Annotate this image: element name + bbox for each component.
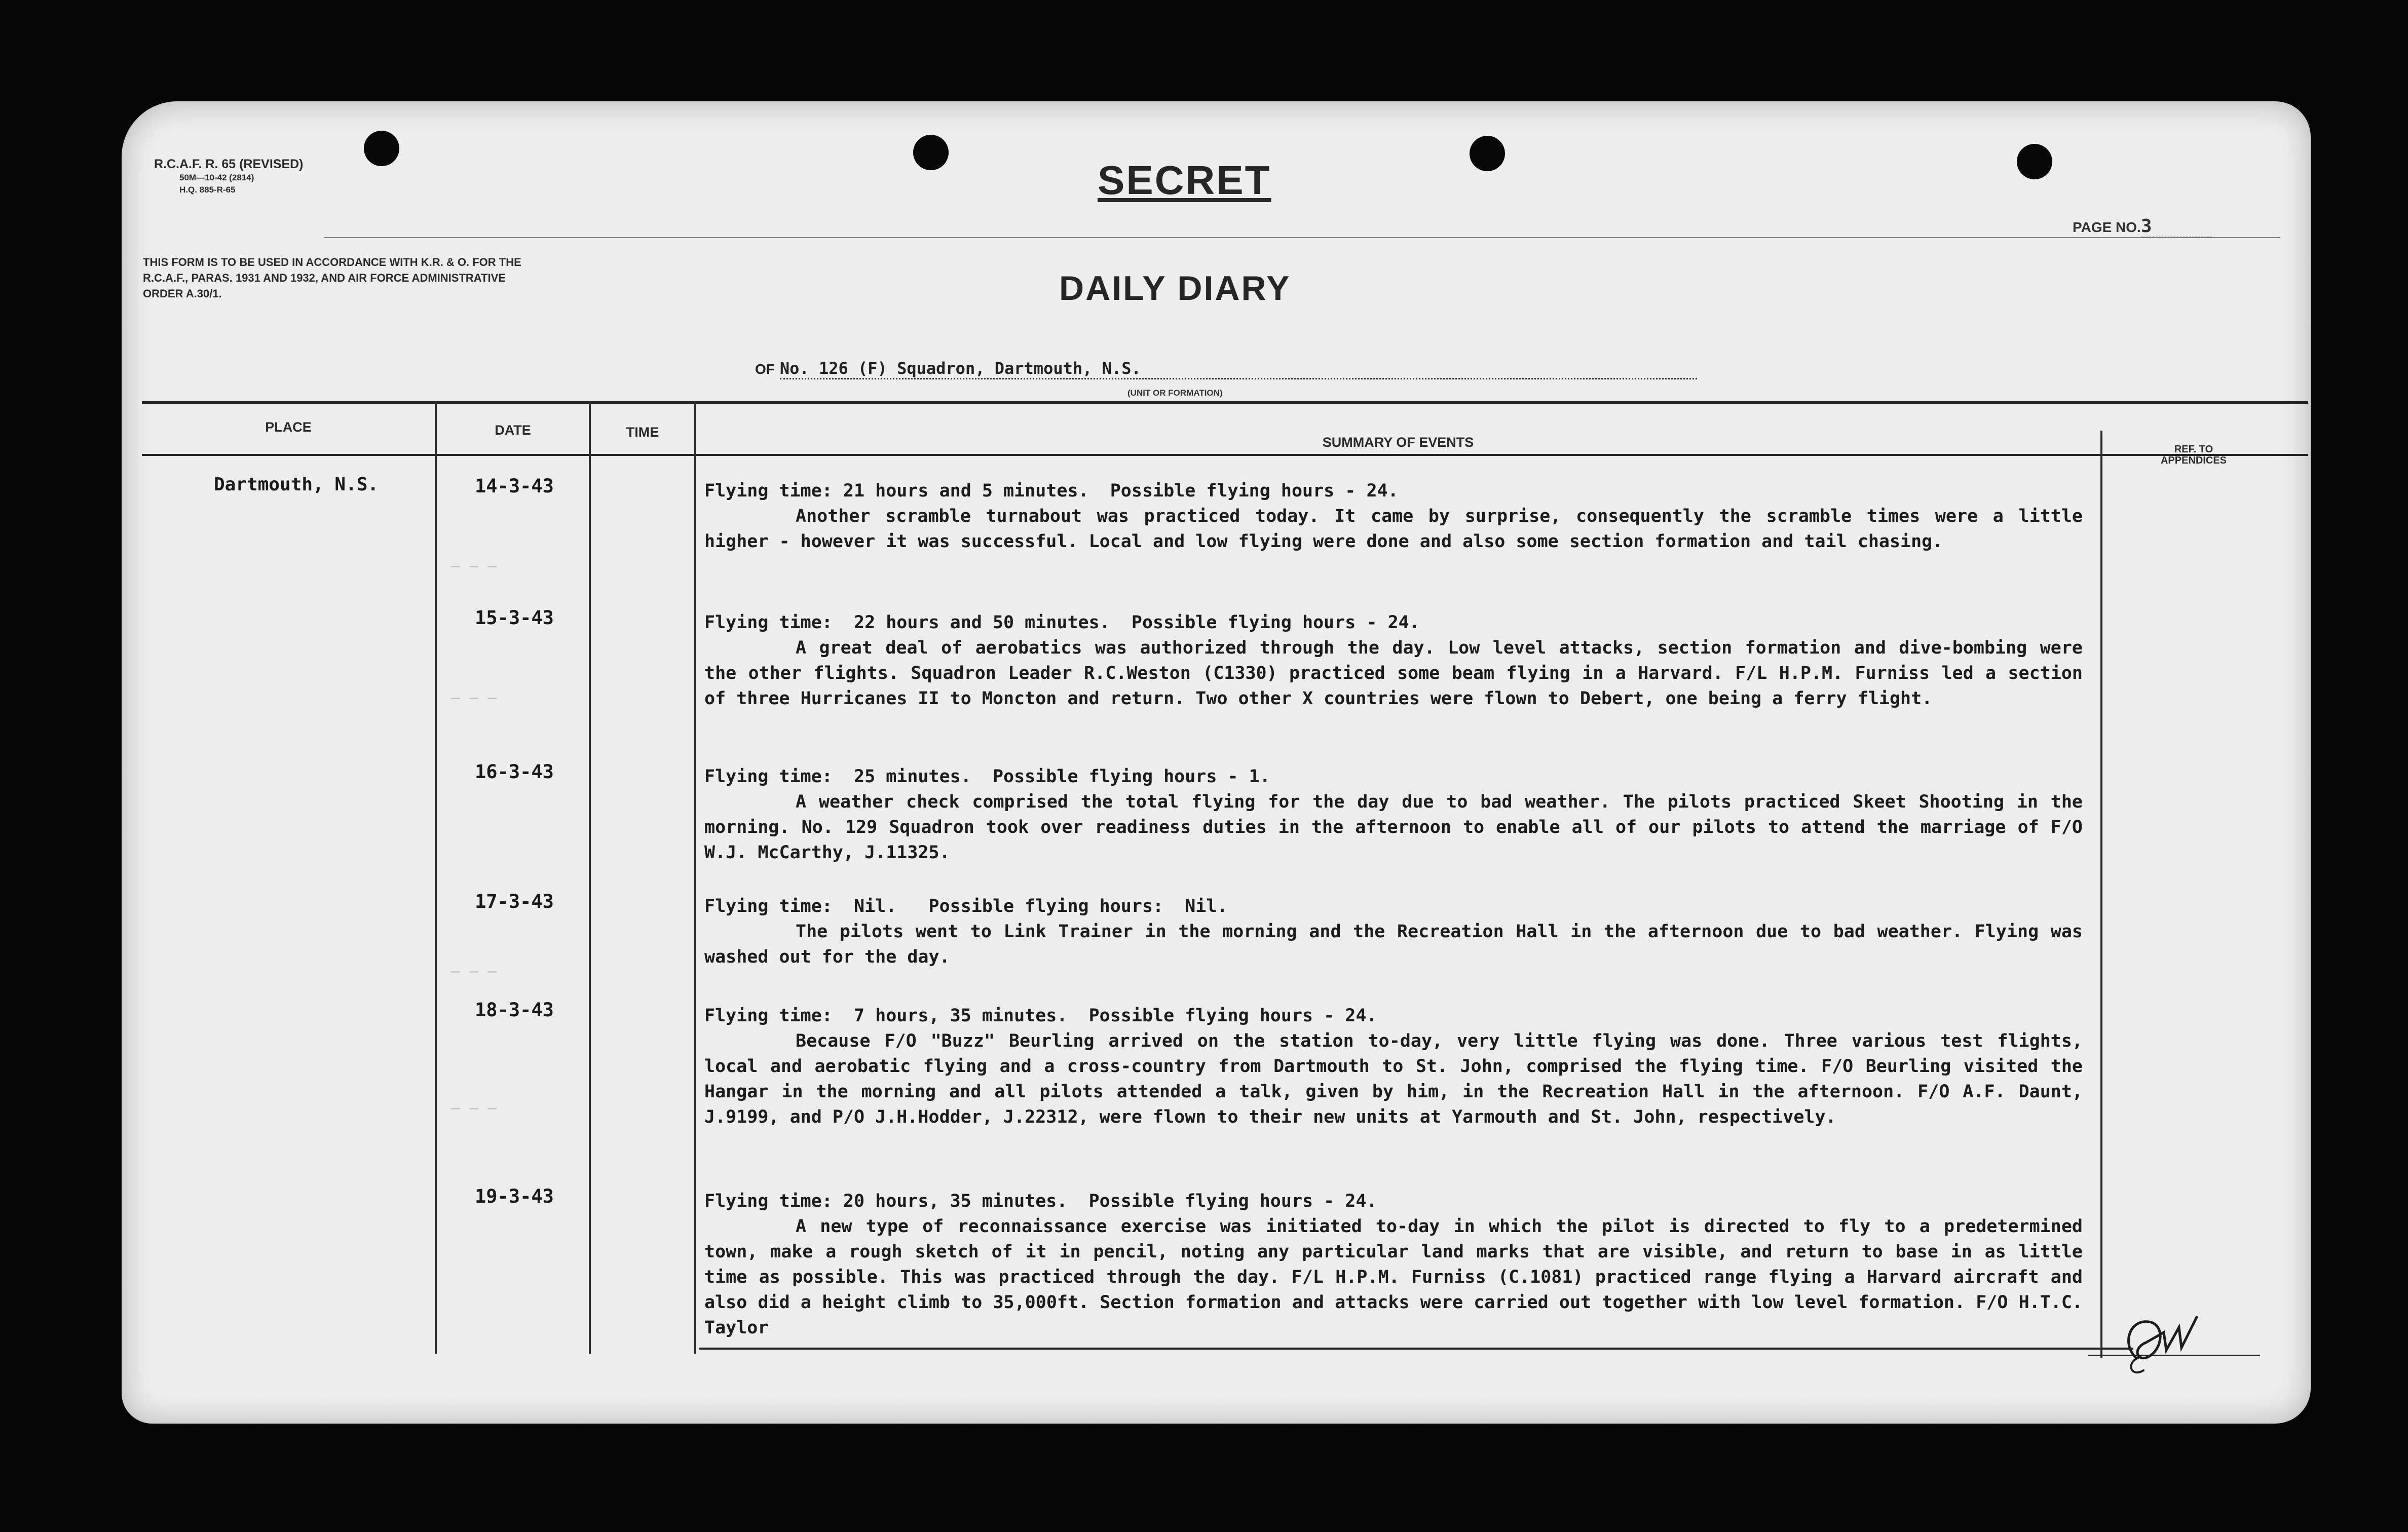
entry-date: 19-3-43	[475, 1185, 554, 1207]
entry-summary: A great deal of aerobatics was authorized through the day. Low level attacks, section formation and dive-bombing were the other flights. Squadron Leader R.C.Weston (C1330) practiced some beam flying in a Harvard. F/L H.P.M. Furniss led a section of three Hurricanes II to Moncton and return. Two other X countries were flown to Debert, one being a ferry flight.	[704, 638, 2083, 709]
page-number	[2073, 216, 2212, 238]
column-header-place: PLACE	[265, 419, 312, 435]
entry-summary: Another scramble turnabout was practiced today. It came by surprise, consequently the scramble times were a little higher - however it was successful. Local and low flying were done and also some section formation and tail chasing.	[704, 506, 2083, 552]
diary-entry	[704, 894, 2083, 970]
entry-date: 14-3-43	[475, 475, 554, 497]
entry-summary: A weather check comprised the total flying for the day due to bad weather. The pilots practiced Skeet Shooting in the morning. No. 129 Squadron took over readiness duties in the afternoon to enable all of our pilots to attend the marriage of F/O W.J. McCarthy, J.11325.	[704, 792, 2083, 863]
unit-line	[755, 359, 1697, 379]
column-divider	[435, 401, 437, 1354]
punch-hole	[1470, 136, 1505, 171]
flying-time-line: Flying time: 21 hours and 5 minutes. Possible flying hours - 24.	[704, 481, 1399, 501]
document-title: DAILY DIARY	[1059, 269, 1291, 308]
flying-time-line: Flying time: 7 hours, 35 minutes. Possible flying hours - 24.	[704, 1006, 1377, 1026]
punch-hole	[2017, 144, 2052, 179]
form-instructions: THIS FORM IS TO BE USED IN ACCORDANCE WITH K.R. & O. FOR THE R.C.A.F., PARAS. 1931 AND 1932, AND AIR FORCE ADMINISTRATIVE ORDER A.30/1.	[143, 256, 521, 300]
column-divider	[2100, 431, 2102, 1358]
unit-value: No. 126 (F) Squadron, Dartmouth, N.S.	[780, 359, 1697, 379]
column-header-ref	[2102, 444, 2285, 466]
diary-entry	[704, 764, 2083, 865]
entry-summary: A new type of reconnaissance exercise was initiated to-day in which the pilot is directed to fly to a predetermined town, make a rough sketch of it in pencil, noting any particular land marks that are visible, and return to base in as little time as possible. This was practiced through the day. F/L H.P.M. Furniss (C.1081) practiced range flying a Harvard aircraft and also did a height climb to 35,000ft. Section formation and attacks were carried out together with low level formation. F/O H.T.C. Taylor	[704, 1216, 2083, 1338]
bleed-through-mark: — — —	[451, 963, 497, 980]
classification-stamp: SECRET	[1098, 158, 1271, 203]
form-hq-code: H.Q. 885-R-65	[179, 185, 236, 195]
entry-date: 17-3-43	[475, 891, 554, 912]
entry-date: 18-3-43	[475, 999, 554, 1021]
handwritten-initials	[2116, 1282, 2217, 1388]
flying-time-line: Flying time: 25 minutes. Possible flying hours - 1.	[704, 767, 1270, 787]
page-number-value: 3	[2141, 216, 2212, 238]
diary-entry	[704, 478, 2083, 554]
entry-summary: The pilots went to Link Trainer in the morning and the Recreation Hall in the afternoon due to bad weather. Flying was washed out for the day.	[704, 922, 2083, 967]
form-identifier	[154, 157, 304, 196]
flying-time-line: Flying time: 20 hours, 35 minutes. Possible flying hours - 24.	[704, 1191, 1377, 1211]
column-header-summary: SUMMARY OF EVENTS	[1322, 435, 1474, 450]
page-number-label: PAGE NO.	[2073, 219, 2141, 235]
table-top-rule	[142, 401, 2308, 404]
punch-hole	[364, 131, 399, 166]
diary-entry	[704, 1003, 2083, 1130]
entry-date: 16-3-43	[475, 761, 554, 783]
bleed-through-mark: — — —	[451, 557, 497, 575]
column-header-time: TIME	[626, 425, 659, 440]
diary-entry	[704, 1189, 2083, 1340]
flying-time-line: Flying time: 22 hours and 50 minutes. Possible flying hours - 24.	[704, 612, 1420, 633]
table-header-rule	[142, 454, 2308, 456]
unit-of-label: OF	[755, 361, 775, 377]
column-divider	[589, 401, 591, 1354]
bleed-through-mark: — — —	[451, 1099, 497, 1117]
column-header-ref-line2: APPENDICES	[2160, 455, 2227, 466]
place-cell: Dartmouth, N.S.	[214, 474, 379, 495]
entry-summary: Because F/O "Buzz" Beurling arrived on the station to-day, very little flying was done. Three various test flights, local and aerobatic flying and a cross-country from Dartmouth to St. John, comprised the flying time. F/O Beurling visited the Hangar in the morning and all pilots attended a talk, given by him, in the Recreation Hall in the afternoon. F/O A.F. Daunt, J.9199, and P/O J.H.Hodder, J.22312, were flown to their new units at Yarmouth and St. John, respectively.	[704, 1031, 2083, 1127]
diary-entry	[704, 610, 2083, 711]
unit-caption: (UNIT OR FORMATION)	[1127, 388, 1223, 398]
bleed-through-mark: — — —	[451, 689, 497, 707]
table-bottom-rule	[699, 1348, 2133, 1350]
column-header-ref-line1: REF. TO	[2174, 444, 2213, 455]
diary-sheet	[122, 101, 2311, 1424]
entry-date: 15-3-43	[475, 607, 554, 629]
column-divider	[694, 401, 696, 1354]
header-rule	[324, 237, 2280, 238]
flying-time-line: Flying time: Nil. Possible flying hours: Nil.	[704, 896, 1228, 916]
form-print-code: 50M—10-42 (2814)	[179, 173, 254, 182]
punch-hole	[913, 135, 949, 170]
column-header-date: DATE	[495, 423, 531, 438]
form-number: R.C.A.F. R. 65 (REVISED)	[154, 157, 304, 171]
